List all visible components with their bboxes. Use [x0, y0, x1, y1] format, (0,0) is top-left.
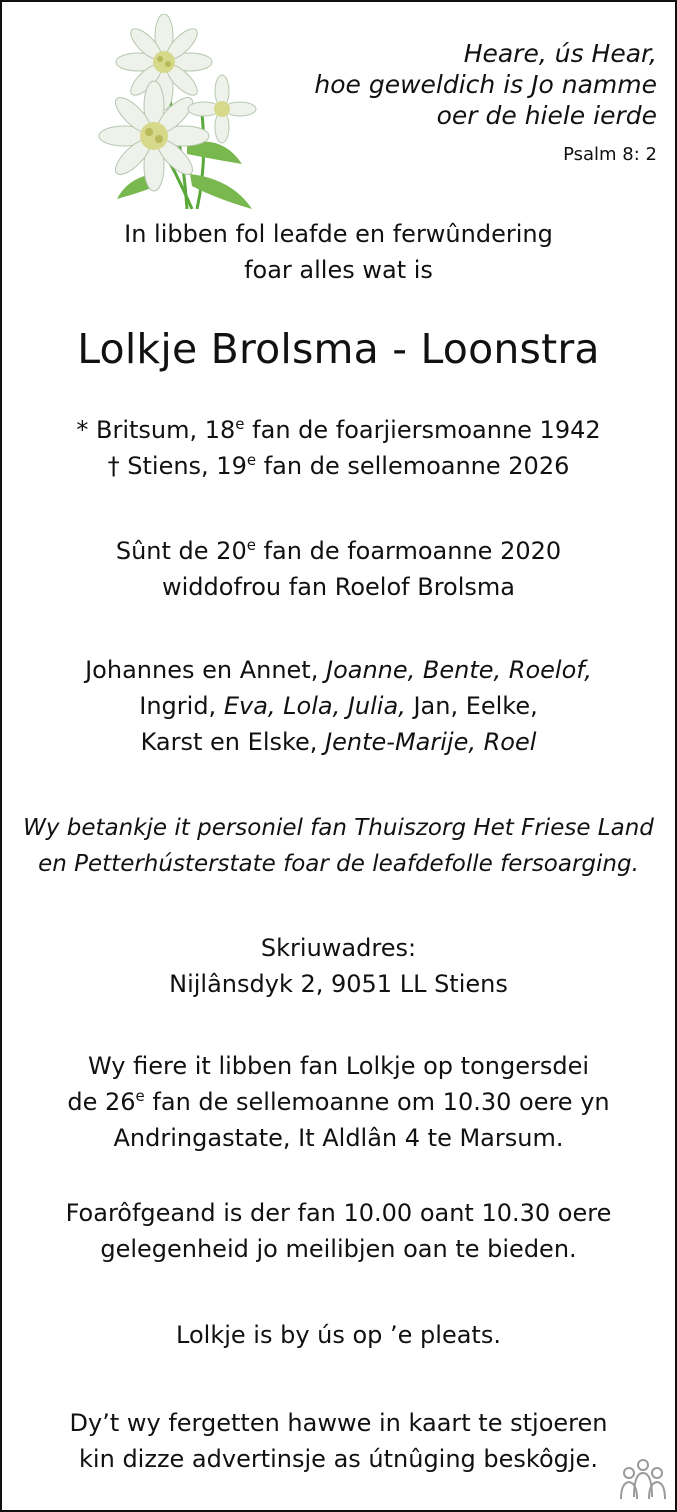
- psalm-line-2: hoe geweldich is Jo namme: [314, 70, 657, 99]
- widow-line-2: widdofrou fan Roelof Brolsma: [162, 573, 515, 601]
- condolence-line-2: gelegenheid jo meilibjen oan te bieden.: [100, 1235, 577, 1263]
- people-group-icon: [619, 1457, 667, 1501]
- ceremony-info: [2, 1048, 675, 1156]
- address-value: Nijlânsdyk 2, 9051 LL Stiens: [169, 970, 508, 998]
- intro-line-1: In libben fol leafde en ferwûndering: [124, 220, 553, 248]
- psalm-quote: [314, 38, 657, 170]
- ceremony-line-1: Wy fiere it libben fan Lolkje op tongersdei: [87, 1052, 590, 1080]
- address-label: Skriuwadres:: [260, 934, 417, 962]
- psalm-line-1: Heare, ús Hear,: [463, 39, 657, 68]
- ceremony-line-3: Andringastate, It Aldlân 4 te Marsum.: [113, 1124, 564, 1152]
- intro-line-2: foar alles wat is: [244, 256, 433, 284]
- edelweiss-flower-icon: [92, 14, 272, 214]
- birth-line: * Britsum, 18e fan de foarjiersmoanne 1942: [76, 415, 601, 444]
- death-line: † Stiens, 19e fan de sellemoanne 2026: [107, 451, 570, 480]
- condolence-info: [2, 1195, 675, 1267]
- thanks-text: [2, 810, 675, 882]
- family-line-3: Karst en Elske, Jente-Marije, Roel: [140, 728, 537, 756]
- thanks-line-1: Wy betankje it personiel fan Thuiszorg Het Friese Land: [23, 815, 654, 841]
- correspondence-address: [2, 930, 675, 1002]
- widow-line-1: Sûnt de 20e fan de foarmoanne 2020: [115, 536, 562, 565]
- widow-info: [2, 533, 675, 605]
- life-dates: [2, 412, 675, 484]
- psalm-line-3: oer de hiele ierde: [436, 101, 657, 130]
- condolence-line-1: Foarôfgeand is der fan 10.00 oant 10.30 oere: [65, 1199, 612, 1227]
- family-list: [2, 652, 675, 760]
- family-line-1: Johannes en Annet, Joanne, Bente, Roelof,: [85, 656, 592, 684]
- deceased-name: Lolkje Brolsma - Loonstra: [77, 325, 600, 373]
- closing-line-1: Dy’t wy fergetten hawwe in kaart te stjoeren: [69, 1409, 608, 1437]
- closing-text: [2, 1405, 675, 1477]
- closing-line-2: kin dizze advertinsje as útnûging beskôgje.: [79, 1445, 598, 1473]
- thanks-line-2: en Petterhústerstate foar de leafdefolle fersoarging.: [38, 851, 639, 877]
- ceremony-line-2: de 26e fan de sellemoanne om 10.30 oere yn: [67, 1087, 610, 1116]
- psalm-reference: Psalm 8: 2: [563, 144, 657, 165]
- resting-place-text: Lolkje is by ús op ’e pleats.: [176, 1321, 501, 1349]
- intro-text: [2, 216, 675, 288]
- family-line-2: Ingrid, Eva, Lola, Julia, Jan, Eelke,: [139, 692, 538, 720]
